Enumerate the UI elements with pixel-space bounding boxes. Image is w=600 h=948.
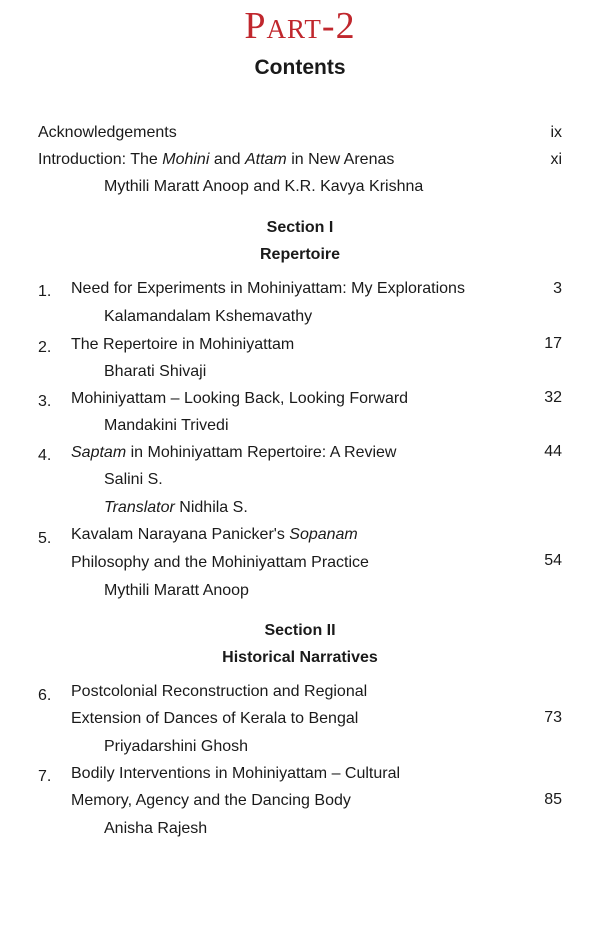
- chapter-title-line2[interactable]: Memory, Agency and the Dancing Body: [71, 792, 351, 809]
- chapter-author: Bharati Shivaji: [104, 363, 207, 380]
- entry-author: Mythili Maratt Anoop and K.R. Kavya Krishna: [104, 178, 424, 195]
- chapter-author: Anisha Rajesh: [104, 820, 208, 837]
- section-heading: Section I: [266, 219, 334, 236]
- contents-title: Contents: [254, 56, 346, 79]
- page-number: 3: [553, 280, 562, 297]
- entry-title: Acknowledgements: [38, 124, 177, 141]
- entry-title-part: in New Arenas: [286, 151, 395, 168]
- chapter-title[interactable]: Bodily Interventions in Mohiniyattam – Cultural: [71, 765, 401, 782]
- chapter-title[interactable]: Postcolonial Reconstruction and Regional: [71, 683, 368, 700]
- translator-name: Nidhila S.: [174, 499, 248, 516]
- entry-title-italic: Attam: [244, 151, 287, 168]
- toc-entry-acknowledgements[interactable]: [38, 123, 177, 143]
- page-number: 54: [544, 552, 562, 569]
- chapter-translator: [104, 498, 248, 518]
- section-subheading: Historical Narratives: [222, 649, 378, 666]
- entry-title-part: Introduction: The: [38, 151, 163, 168]
- chapter-title-line2[interactable]: Philosophy and the Mohiniyattam Practice: [71, 554, 369, 571]
- page-number: xi: [550, 151, 562, 168]
- page-number: 85: [544, 791, 562, 808]
- toc-entry-introduction[interactable]: [38, 150, 394, 170]
- page-number: 44: [544, 443, 562, 460]
- chapter-title[interactable]: Mohiniyattam – Looking Back, Looking Forward: [71, 390, 409, 407]
- chapter-author: Priyadarshini Ghosh: [104, 738, 249, 755]
- chapter-number: 7.: [38, 768, 52, 785]
- section-heading: Section II: [264, 622, 336, 639]
- chapter-number: 5.: [38, 530, 52, 547]
- entry-title-italic: Mohini: [162, 151, 210, 168]
- chapter-title-part: in Mohiniyattam Repertoire: A Review: [126, 444, 397, 461]
- page-number: 17: [544, 335, 562, 352]
- chapter-number: 3.: [38, 393, 52, 410]
- part-heading: Part-2: [244, 5, 356, 47]
- chapter-author: Mandakini Trivedi: [104, 417, 229, 434]
- chapter-number: 1.: [38, 283, 52, 300]
- chapter-title[interactable]: Need for Experiments in Mohiniyattam: My Explorations: [71, 280, 465, 297]
- chapter-author: Mythili Maratt Anoop: [104, 582, 249, 599]
- chapter-number: 4.: [38, 447, 52, 464]
- page-number: 73: [544, 709, 562, 726]
- translator-label: Translator: [104, 499, 175, 516]
- chapter-number: 2.: [38, 339, 52, 356]
- page-number: 32: [544, 389, 562, 406]
- chapter-title[interactable]: [71, 525, 358, 545]
- entry-title-part: and: [209, 151, 245, 168]
- chapter-title-italic: Sopanam: [289, 526, 358, 543]
- chapter-author: Salini S.: [104, 471, 163, 488]
- section-subheading: Repertoire: [259, 246, 341, 263]
- chapter-title-part: Kavalam Narayana Panicker's: [71, 526, 290, 543]
- chapter-author: Kalamandalam Kshemavathy: [104, 308, 313, 325]
- chapter-title-line2[interactable]: Extension of Dances of Kerala to Bengal: [71, 710, 359, 727]
- chapter-title[interactable]: The Repertoire in Mohiniyattam: [71, 336, 295, 353]
- chapter-title[interactable]: [71, 443, 396, 463]
- page-number: ix: [550, 124, 562, 141]
- chapter-number: 6.: [38, 687, 52, 704]
- chapter-title-italic: Saptam: [71, 444, 127, 461]
